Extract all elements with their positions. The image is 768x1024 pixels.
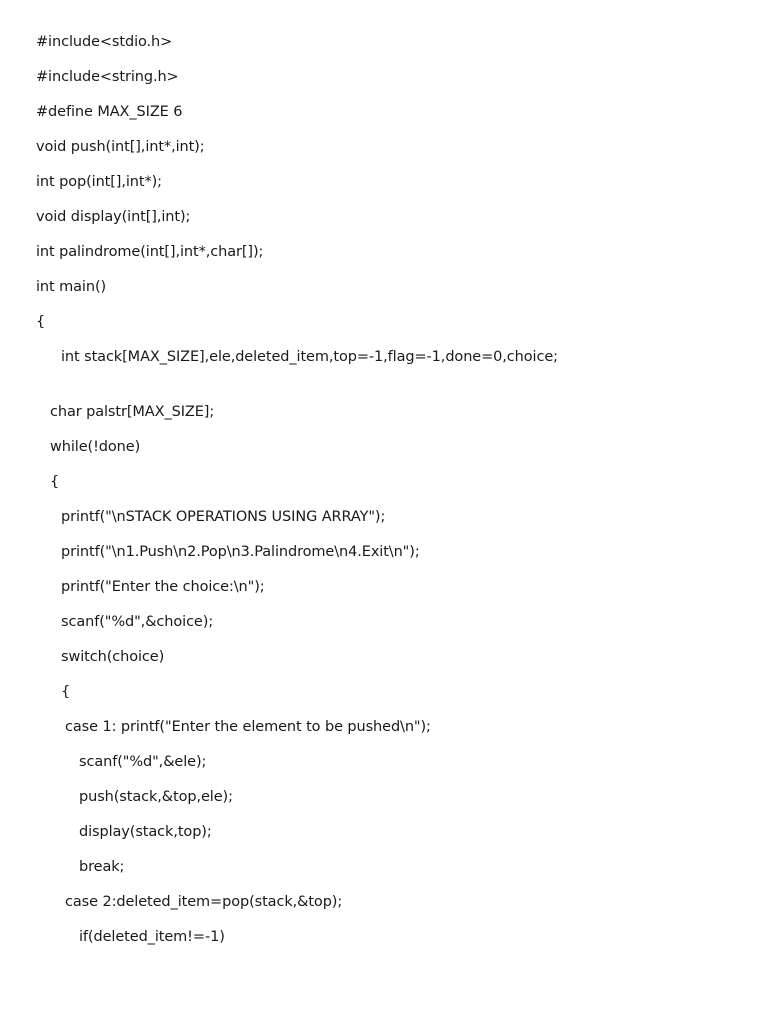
code-line: display(stack,top); [79,824,212,840]
code-line: int palindrome(int[],int*,char[]); [36,244,264,260]
code-line: scanf("%d",&ele); [79,754,207,770]
code-line: break; [79,859,125,875]
code-line: while(!done) [50,439,141,455]
code-line: printf("\nSTACK OPERATIONS USING ARRAY"); [61,509,386,525]
code-line: #include<stdio.h> [36,34,173,50]
code-line: #define MAX_SIZE 6 [36,104,183,120]
code-line: int main() [36,279,107,295]
code-line: { [50,474,60,490]
code-line: case 2:deleted_item=pop(stack,&top); [65,894,343,910]
code-line: printf("\n1.Push\n2.Pop\n3.Palindrome\n4.Exit\n"); [61,544,420,560]
code-line: switch(choice) [61,649,165,665]
code-line: { [61,684,71,700]
code-line: void push(int[],int*,int); [36,139,205,155]
code-line: int stack[MAX_SIZE],ele,deleted_item,top=-1,flag=-1,done=0,choice; [61,349,558,365]
code-line: int pop(int[],int*); [36,174,162,190]
code-line: if(deleted_item!=-1) [79,929,225,945]
code-line: #include<string.h> [36,69,179,85]
code-line: void display(int[],int); [36,209,191,225]
code-line: push(stack,&top,ele); [79,789,233,805]
code-line: printf("Enter the choice:\n"); [61,579,265,595]
code-line: scanf("%d",&choice); [61,614,214,630]
code-line: case 1: printf("Enter the element to be pushed\n"); [65,719,431,735]
code-line: char palstr[MAX_SIZE]; [50,404,215,420]
code-line: { [36,314,46,330]
